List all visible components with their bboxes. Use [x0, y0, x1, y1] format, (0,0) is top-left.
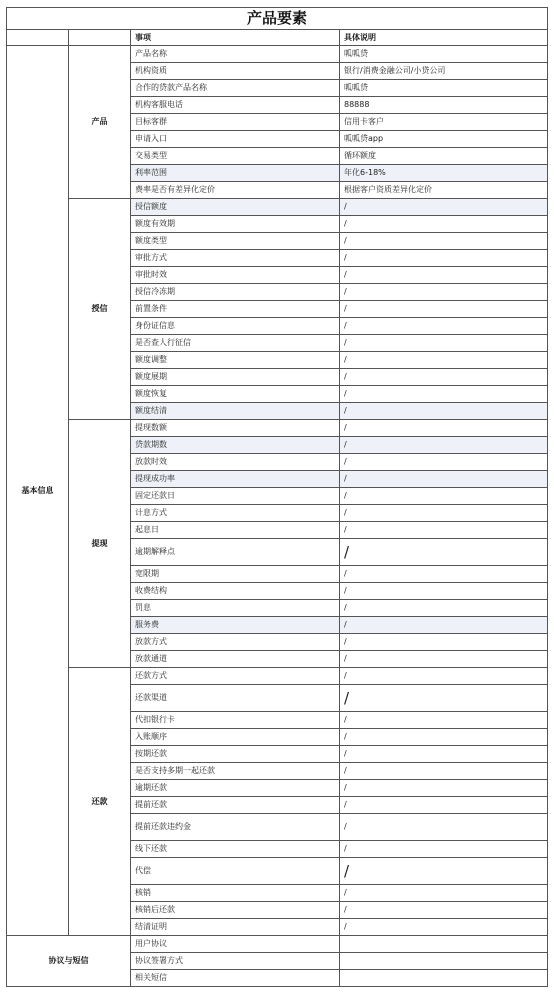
section-label: 还款 — [69, 668, 131, 936]
header-blank-2 — [69, 30, 131, 46]
item-cell: 核销后还款 — [131, 902, 340, 919]
item-cell: 申请入口 — [131, 131, 340, 148]
item-cell: 线下还款 — [131, 841, 340, 858]
item-cell: 服务费 — [131, 617, 340, 634]
item-cell: 利率范围 — [131, 165, 340, 182]
desc-cell: / — [340, 566, 548, 583]
desc-cell: / — [340, 386, 548, 403]
desc-cell: / — [340, 763, 548, 780]
desc-cell — [340, 936, 548, 953]
desc-cell: 年化6-18% — [340, 165, 548, 182]
group-label-basic-info: 基本信息 — [7, 46, 69, 936]
desc-cell: / — [340, 858, 548, 885]
desc-cell: / — [340, 600, 548, 617]
item-cell: 机构客服电话 — [131, 97, 340, 114]
section-label: 提现 — [69, 420, 131, 668]
desc-cell: / — [340, 668, 548, 685]
desc-cell: / — [340, 919, 548, 936]
item-cell: 逾期还款 — [131, 780, 340, 797]
section-label: 产品 — [69, 46, 131, 199]
desc-cell: / — [340, 780, 548, 797]
header-row — [7, 30, 548, 46]
item-cell: 提现成功率 — [131, 471, 340, 488]
item-cell: 相关短信 — [131, 970, 340, 987]
item-cell: 额度展期 — [131, 369, 340, 386]
product-elements-table — [6, 7, 548, 987]
column-header-desc: 具体说明 — [340, 30, 548, 46]
desc-cell: / — [340, 539, 548, 566]
item-cell: 还款渠道 — [131, 685, 340, 712]
desc-cell: / — [340, 746, 548, 763]
header-blank-1 — [7, 30, 69, 46]
item-cell: 入账顺序 — [131, 729, 340, 746]
desc-cell: / — [340, 902, 548, 919]
item-cell: 逾期解释点 — [131, 539, 340, 566]
desc-cell — [340, 953, 548, 970]
desc-cell: / — [340, 488, 548, 505]
item-cell: 审批时效 — [131, 267, 340, 284]
desc-cell: 信用卡客户 — [340, 114, 548, 131]
desc-cell: / — [340, 284, 548, 301]
desc-cell: / — [340, 797, 548, 814]
desc-cell: / — [340, 437, 548, 454]
desc-cell: / — [340, 522, 548, 539]
section-label: 授信 — [69, 199, 131, 420]
table-row — [7, 420, 548, 437]
desc-cell: / — [340, 685, 548, 712]
desc-cell: / — [340, 454, 548, 471]
item-cell: 产品名称 — [131, 46, 340, 63]
desc-cell: 根据客户资质差异化定价 — [340, 182, 548, 199]
desc-cell: / — [340, 233, 548, 250]
item-cell: 协议签署方式 — [131, 953, 340, 970]
item-cell: 额度恢复 — [131, 386, 340, 403]
item-cell: 费率是否有差异化定价 — [131, 182, 340, 199]
desc-cell: / — [340, 369, 548, 386]
item-cell: 还款方式 — [131, 668, 340, 685]
item-cell: 收费结构 — [131, 583, 340, 600]
desc-cell: / — [340, 729, 548, 746]
item-cell: 额度结清 — [131, 403, 340, 420]
desc-cell: 呱呱贷 — [340, 80, 548, 97]
desc-cell: 88888 — [340, 97, 548, 114]
item-cell: 前置条件 — [131, 301, 340, 318]
desc-cell: / — [340, 885, 548, 902]
desc-cell: / — [340, 250, 548, 267]
item-cell: 审批方式 — [131, 250, 340, 267]
item-cell: 是否支持多期一起还款 — [131, 763, 340, 780]
item-cell: 用户协议 — [131, 936, 340, 953]
table-row — [7, 199, 548, 216]
item-cell: 额度有效期 — [131, 216, 340, 233]
item-cell: 提前还款 — [131, 797, 340, 814]
desc-cell: / — [340, 199, 548, 216]
desc-cell: / — [340, 583, 548, 600]
desc-cell: / — [340, 267, 548, 284]
item-cell: 放款通道 — [131, 651, 340, 668]
desc-cell: / — [340, 617, 548, 634]
desc-cell: / — [340, 651, 548, 668]
item-cell: 身份证信息 — [131, 318, 340, 335]
item-cell: 罚息 — [131, 600, 340, 617]
item-cell: 结清证明 — [131, 919, 340, 936]
desc-cell: / — [340, 301, 548, 318]
item-cell: 放款时效 — [131, 454, 340, 471]
desc-cell: 循环额度 — [340, 148, 548, 165]
desc-cell: 呱呱贷app — [340, 131, 548, 148]
desc-cell — [340, 970, 548, 987]
item-cell: 放款方式 — [131, 634, 340, 651]
item-cell: 贷款期数 — [131, 437, 340, 454]
desc-cell: 呱呱贷 — [340, 46, 548, 63]
item-cell: 固定还款日 — [131, 488, 340, 505]
item-cell: 机构资质 — [131, 63, 340, 80]
item-cell: 代扣银行卡 — [131, 712, 340, 729]
item-cell: 提现数额 — [131, 420, 340, 437]
desc-cell: / — [340, 712, 548, 729]
item-cell: 按期还款 — [131, 746, 340, 763]
column-header-item: 事项 — [131, 30, 340, 46]
item-cell: 额度类型 — [131, 233, 340, 250]
desc-cell: / — [340, 471, 548, 488]
desc-cell: / — [340, 505, 548, 522]
item-cell: 交易类型 — [131, 148, 340, 165]
item-cell: 代偿 — [131, 858, 340, 885]
desc-cell: / — [340, 403, 548, 420]
desc-cell: / — [340, 335, 548, 352]
item-cell: 目标客群 — [131, 114, 340, 131]
desc-cell: / — [340, 634, 548, 651]
table-row — [7, 936, 548, 953]
desc-cell: / — [340, 216, 548, 233]
table-row — [7, 46, 548, 63]
item-cell: 提前还款违约金 — [131, 814, 340, 841]
desc-cell: / — [340, 352, 548, 369]
item-cell: 起息日 — [131, 522, 340, 539]
desc-cell: / — [340, 814, 548, 841]
item-cell: 合作的贷款产品名称 — [131, 80, 340, 97]
table-title: 产品要素 — [7, 8, 548, 30]
item-cell: 授信额度 — [131, 199, 340, 216]
item-cell: 核销 — [131, 885, 340, 902]
desc-cell: / — [340, 841, 548, 858]
table-row — [7, 668, 548, 685]
desc-cell: / — [340, 318, 548, 335]
item-cell: 计息方式 — [131, 505, 340, 522]
item-cell: 额度调整 — [131, 352, 340, 369]
title-row — [7, 8, 548, 30]
item-cell: 是否查人行征信 — [131, 335, 340, 352]
item-cell: 授信冷冻期 — [131, 284, 340, 301]
table-body — [7, 46, 548, 987]
group-label-agreement: 协议与短信 — [7, 936, 131, 987]
item-cell: 宽限期 — [131, 566, 340, 583]
desc-cell: 银行/消费金融公司/小贷公司 — [340, 63, 548, 80]
desc-cell: / — [340, 420, 548, 437]
